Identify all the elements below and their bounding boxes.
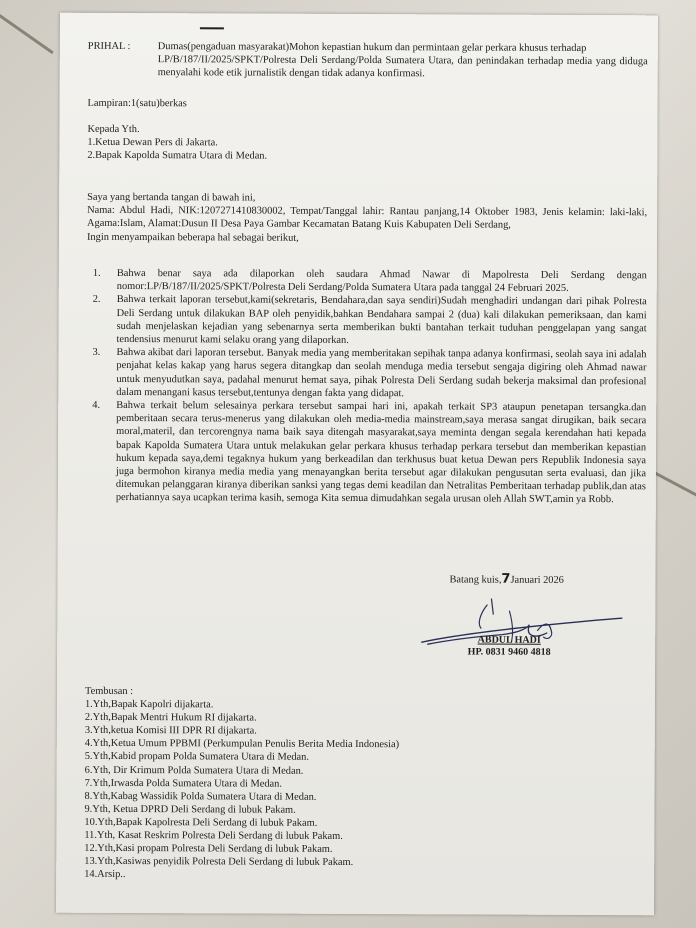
identity-text: Nama: Abdul Hadi, NIK:1207271410830002, Tempat/Tanggal lahir: Rantau panjang,14 Oktober 1983, Jenis kelamin: laki-laki, Agama:Islam, Alamat:Dusun II Desa Paya Gambar Kecamatan Batang Kuis Kabupaten Deli Serdang,	[87, 205, 648, 232]
cc-item: 11.Yth, Kasat Reskrim Polresta Deli Serdang di lubuk Pakam.	[84, 829, 343, 842]
addressee-block	[87, 123, 267, 163]
place-date-city: Batang kuis,	[449, 574, 502, 586]
subject-label: PRIHAL :	[87, 40, 131, 53]
cc-item: 2.Yth,Bapak Mentri Hukum RI dijakarta.	[84, 712, 257, 724]
place-date-day: 7	[501, 571, 511, 587]
signer-phone: HP. 0831 9460 4818	[467, 646, 551, 658]
point-item	[86, 399, 646, 507]
addressee-heading: Kepada Yth.	[87, 123, 140, 136]
identity-block	[87, 191, 647, 246]
point-item	[87, 293, 647, 348]
subject-first-line: Dumas(pengaduan masyarakat)Mohon kepastian hukum dan permintaan gelar perkara khusus terhadap	[157, 41, 587, 54]
subject-block	[88, 40, 648, 82]
point-number: 3.	[92, 347, 101, 359]
subject-continuation: LP/B/187/II/2025/SPKT/Polresta Deli Serdang/Polda Sumatera Utara, dan penindakan terhadap media yang diduga menyalahi kode etik jurnalistik dengan tidak adanya konfirmasi.	[157, 54, 648, 80]
point-number: 4.	[92, 399, 101, 411]
place-date-month-year: Januari 2026	[510, 574, 564, 586]
point-number: 1.	[92, 267, 101, 279]
point-text: Bahwa terkait laporan tersebut,kami(sekretaris, Bendahara,dan saya sendiri)Sudah menghadiri undangan dari pihak Polresta Deli Serdang untuk dilakukan BAP oleh penyidik,bahkan Bendahara sampai 2 (dua) kali dilakukan pemeriksaan, dan kami sudah menjelaskan kejadian yang sebenarnya serta memberikan bukti bantahan terkait tuduhan penggelapan yang sangat tendensius menurut kami selaku orang yang dilaporkan.	[116, 294, 647, 346]
intro-line: Saya yang bertanda tangan di bawah ini,	[87, 191, 256, 204]
point-text: Bahwa akibat dari laporan tersebut. Banyak media yang memberitakan sepihak tanpa adanya konfirmasi, seolah saya ini adalah penjahat kelas kakap yang harus segera ditangkap dan seolah menduga media tersebut sengaja digiring oleh Ahmad nawar untuk menyudutkan saya, padahal menurut hemat saya, pihak Polresta Deli Serdang sudah bekerja maksimal dan profesional dalam menangani kasus tersebut,tentunya dengan fakta yang didapat.	[116, 347, 647, 400]
cc-item: 12.Yth,Kasi propam Polresta Deli Serdang di lubuk Pakam.	[84, 842, 333, 856]
cc-item: 7.Yth,Irwasda Polda Sumatera Utara di Medan.	[84, 777, 283, 790]
cc-item: 3.Yth,ketua Komisi III DPR RI dijakarta.	[84, 725, 257, 737]
point-text: Bahwa terkait belum selesainya perkara tersebut sampai hari ini, apakah terkait SP3 ataupun penetapan tersangka.dan pemberitaan secara terus-menerus yang dilakukan oleh media-media mainstream,saya merasa sangat dirugikan, baik secara moral,materil, dan tercorengnya nama baik saya ditengah masyarakat,saya meminta dengan segala kerendahan hati kepada bapak Kapolda Sumatera Utara untuk melakukan gelar perkara khusus terhadap perkara tersebut dan memberikan kepastian hukum kepada saya,demi tegaknya hukum yang berkeadilan dan terkhusus buat ketua Dewan pers Republik Indonesia saya juga bermohon kiranya media media yang menayangkan berita tersebut agar dilakukan pengusutan serta evaluasi, dan jika ditemukan pelanggaran kiranya diberikan sanksi yang tegas demi keadilan dan Netralitas Pemberitaan terhadap publik,dan atas perhatiannya saya ucapkan terima kasih, semoga Kita semua dimudahkan segala urusan oleh Allah SWT,amin ya Robb.	[115, 399, 647, 506]
point-number: 2.	[92, 294, 101, 306]
cc-item: 14.Arsip..	[84, 869, 126, 881]
points-list	[86, 267, 647, 507]
addressee-item: 2.Bapak Kapolda Sumatra Utara di Medan.	[87, 150, 268, 163]
signer-name: ABDUL HADI	[477, 634, 541, 646]
cc-title: Tembusan :	[84, 685, 134, 698]
point-item	[86, 346, 646, 401]
purpose-line: Ingin menyampaikan beberapa hal sebagai berikut,	[86, 231, 299, 244]
pen-mark	[200, 27, 224, 29]
letter-paper	[56, 13, 658, 916]
cc-item: 10.Yth,Bapak Kapolresta Deli Serdang di lubuk Pakam.	[84, 816, 318, 829]
cc-item: 9.Yth, Ketua DPRD Deli Serdang di lubuk Pakam.	[84, 803, 296, 816]
cc-item: 6.Yth, Dir Krimum Polda Sumatera Utara di Medan.	[84, 764, 304, 777]
cc-item: 13.Yth,Kasiwas penyidik Polresta Deli Serdang di lubuk Pakam.	[84, 856, 354, 869]
attachment-line: Lampiran:1(satu)berkas	[87, 97, 187, 110]
cc-item: 1.Yth,Bapak Kapolri dijakarta.	[84, 698, 214, 711]
point-text: Bahwa benar saya ada dilaporkan oleh saudara Ahmad Nawar di Mapolresta Deli Serdang dengan nomor:LP/B/187/II/2025/SPKT/Polresta Deli Serdang/Polda Sumatera Utara pada tanggal 24 Februari 2025.	[116, 267, 647, 295]
signer-block	[449, 634, 569, 659]
point-item	[87, 267, 647, 296]
cc-item: 5.Yth,Kabid propam Polda Sumatera Utara di Medan.	[84, 751, 309, 764]
cc-list	[84, 685, 645, 884]
cc-item: 8.Yth,Kabag Wassidik Polda Sumatera Utara di Medan.	[84, 790, 317, 803]
addressee-item: 1.Ketua Dewan Pers di Jakarta.	[87, 137, 218, 149]
cc-item: 4.Yth,Ketua Umum PPBMI (Perkumpulan Penulis Berita Media Indonesia)	[84, 738, 400, 751]
